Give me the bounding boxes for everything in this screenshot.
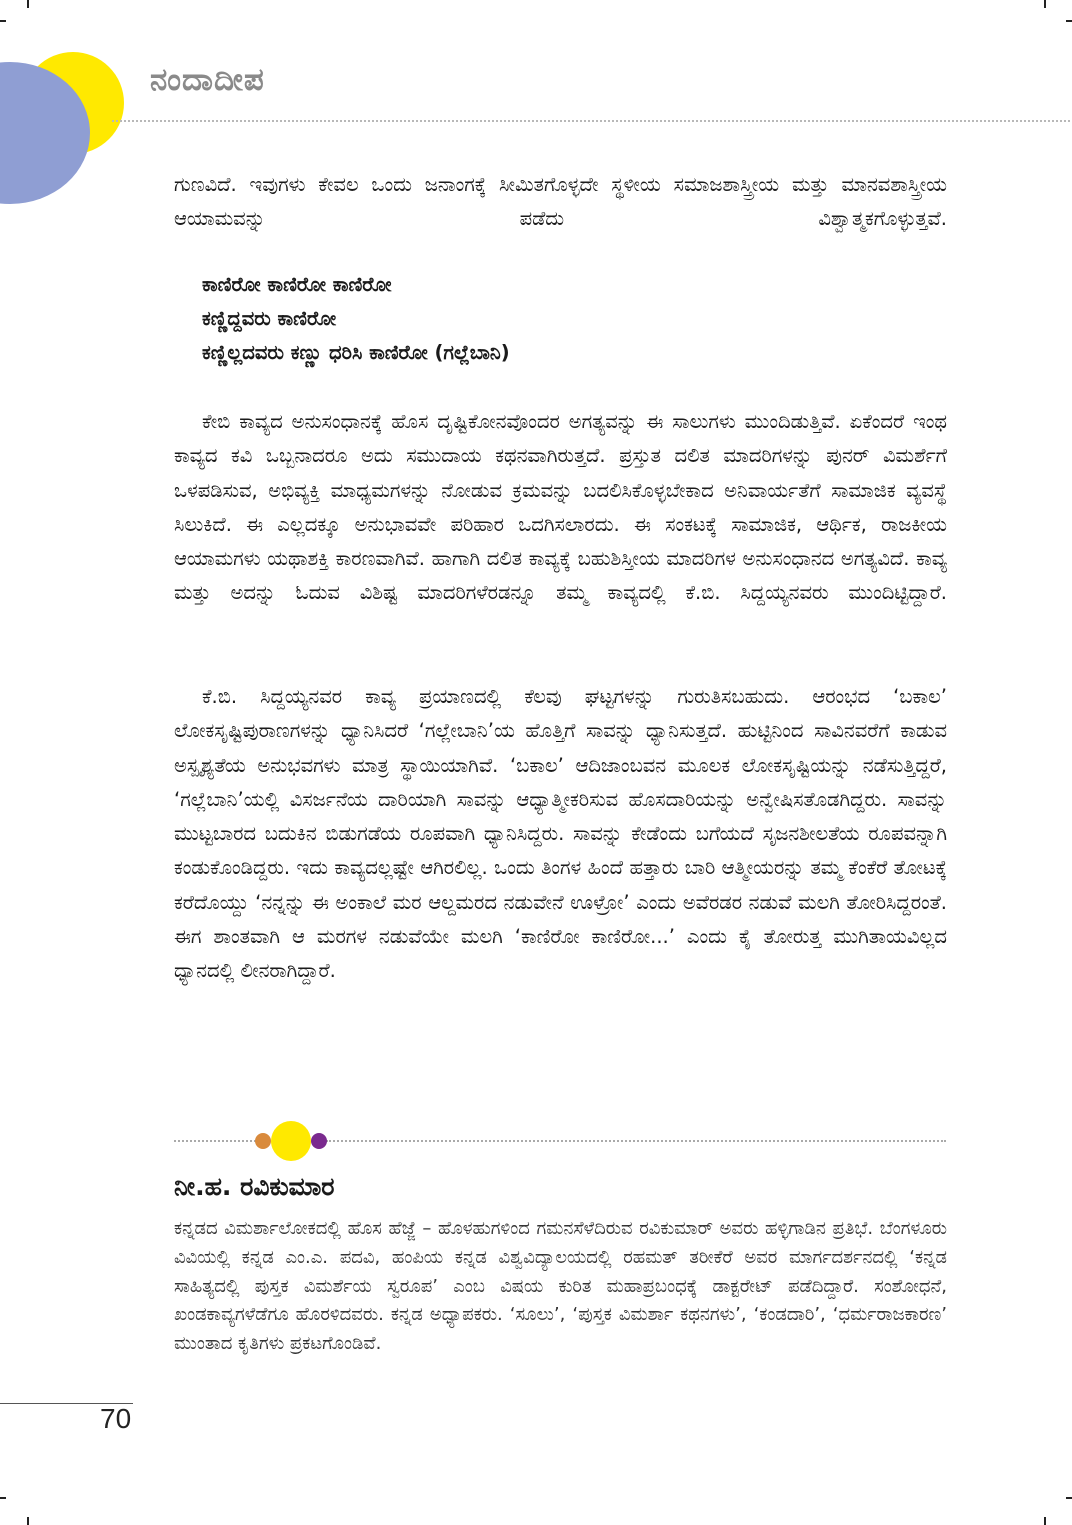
crop-mark xyxy=(1066,1497,1072,1499)
verse-line: ಕಣ್ಣಿದ್ದವರು ಕಾಣಿರೋ xyxy=(202,307,337,330)
separator-dotted-line-left xyxy=(174,1140,256,1142)
crop-mark xyxy=(0,1497,6,1499)
header-dotted-rule xyxy=(112,120,1070,122)
verse-line: ಕಾಣಿರೋ ಕಾಣಿರೋ ಕಾಣಿರೋ xyxy=(202,273,392,296)
running-header-title: ನಂದಾದೀಪ xyxy=(150,62,265,98)
intro-paragraph: ಗುಣವಿದೆ. ಇವುಗಳು ಕೇವಲ ಒಂದು ಜನಾಂಗಕ್ಕೆ ಸೀಮಿತಗೊಳ್ಳದೇ ಸ್ಥಳೀಯ ಸಮಾಜಶಾಸ್ತ್ರೀಯ ಮತ್ತು ಮಾನವಶಾಸ್ತ್ರೀಯ ಆಯಾಮವನ್ನು ಪಡೆದು ವಿಶ್ವಾತ್ಮಕಗೊಳ್ಳುತ್ತವೆ. xyxy=(174,173,947,231)
separator-yellow-dot xyxy=(271,1121,311,1161)
crop-mark xyxy=(1044,0,1046,8)
separator-purple-dot xyxy=(311,1133,327,1149)
body-paragraph-2: ಕೆ.ಬಿ. ಸಿದ್ದಯ್ಯನವರ ಕಾವ್ಯ ಪ್ರಯಾಣದಲ್ಲಿ ಕೆಲವು ಘಟ್ಟಗಳನ್ನು ಗುರುತಿಸಬಹುದು. ಆರಂಭದ ‘ಬಕಾಲ’ ಲೋಕಸೃಷ್ಟಿಪುರಾಣಗಳನ್ನು ಧ್ಯಾನಿಸಿದರೆ ‘ಗಲ್ಲೇಬಾನಿ’ಯ ಹೊತ್ತಿಗೆ ಸಾವನ್ನು ಧ್ಯಾನಿಸುತ್ತದೆ. ಹುಟ್ಟಿನಿಂದ ಸಾವಿನವರೆಗೆ ಕಾಡುವ ಅಸ್ಪೃಶ್ಯತೆಯ ಅನುಭವಗಳು ಮಾತ್ರ ಸ್ಥಾಯಿಯಾಗಿವೆ. ‘ಬಕಾಲ’ ಆದಿಜಾಂಬವನ ಮೂಲಕ ಲೋಕಸೃಷ್ಟಿಯನ್ನು ನಡೆಸುತ್ತಿದ್ದರೆ, ‘ಗಲ್ಲೆಬಾನಿ’ಯಲ್ಲಿ ವಿಸರ್ಜನೆಯ ದಾರಿಯಾಗಿ ಸಾವನ್ನು ಆಧ್ಯಾತ್ಮೀಕರಿಸುವ ಹೊಸದಾರಿಯನ್ನು ಅನ್ವೇಷಿಸತೊಡಗಿದ್ದರು. ಸಾವನ್ನು ಮುಟ್ಟಬಾರದ ಬದುಕಿನ ಬಿಡುಗಡೆಯ ರೂಪವಾಗಿ ಧ್ಯಾನಿಸಿದ್ದರು. ಸಾವನ್ನು ಕೇಡೆಂದು ಬಗೆಯದೆ ಸೃಜನಶೀಲತೆಯ ರೂಪವನ್ನಾಗಿ ಕಂಡುಕೊಂಡಿದ್ದರು. ಇದು ಕಾವ್ಯದಲ್ಲಷ್ಟೇ ಆಗಿರಲಿಲ್ಲ. ಒಂದು ತಿಂಗಳ ಹಿಂದೆ ಹತ್ತಾರು ಬಾರಿ ಆತ್ಮೀಯರನ್ನು ತಮ್ಮ ಕೆಂಕೆರೆ ತೋಟಕ್ಕೆ ಕರೆದೊಯ್ದು ‘ನನ್ನನ್ನು ಈ ಅಂಕಾಲೆ ಮರ ಆಲ್ದಮರದ ನಡುವೇನೆ ಊಳ್ರೋ’ ಎಂದು ಅವೆರಡರ ನಡುವೆ ಮಲಗಿ ತೋರಿಸಿದ್ದರಂತೆ. ಈಗ ಶಾಂತವಾಗಿ ಆ ಮರಗಳ ನಡುವೆಯೇ ಮಲಗಿ ‘ಕಾಣಿರೋ ಕಾಣಿರೋ...’ ಎಂದು ಕೈ ತೋರುತ್ತ ಮುಗಿತಾಯವಿಲ್ಲದ ಧ್ಯಾನದಲ್ಲಿ ಲೀನರಾಗಿದ್ದಾರೆ. xyxy=(174,685,947,983)
author-bio: ಕನ್ನಡದ ವಿಮರ್ಶಾಲೋಕದಲ್ಲಿ ಹೊಸ ಹೆಜ್ಜೆ – ಹೊಳಹುಗಳಿಂದ ಗಮನಸೆಳೆದಿರುವ ರವಿಕುಮಾರ್ ಅವರು ಹಳ್ಳಿಗಾಡಿನ ಪ್ರತಿಭೆ. ಬೆಂಗಳೂರು ವಿವಿಯಲ್ಲಿ ಕನ್ನಡ ಎಂ.ಎ. ಪದವಿ, ಹಂಪಿಯ ಕನ್ನಡ ವಿಶ್ವವಿದ್ಯಾಲಯದಲ್ಲಿ ರಹಮತ್ ತರೀಕೆರೆ ಅವರ ಮಾರ್ಗದರ್ಶನದಲ್ಲಿ ‘ಕನ್ನಡ ಸಾಹಿತ್ಯದಲ್ಲಿ ಪುಸ್ತಕ ವಿಮರ್ಶೆಯ ಸ್ವರೂಪ’ ಎಂಬ ವಿಷಯ ಕುರಿತ ಮಹಾಪ್ರಬಂಧಕ್ಕೆ ಡಾಕ್ಟರೇಟ್ ಪಡೆದಿದ್ದಾರೆ. ಸಂಶೋಧನೆ, ಖಂಡಕಾವ್ಯಗಳೆಡೆಗೂ ಹೊರಳಿದವರು. ಕನ್ನಡ ಅಧ್ಯಾಪಕರು. ‘ಸೂಲು’, ‘ಪುಸ್ತಕ ವಿಮರ್ಶಾ ಕಥನಗಳು’, ‘ಕಂಡದಾರಿ’, ‘ಧರ್ಮರಾಜಕಾರಣ’ ಮುಂತಾದ ಕೃತಿಗಳು ಪ್ರಕಟಗೊಂಡಿವೆ. xyxy=(174,1218,947,1355)
crop-mark xyxy=(1044,1517,1046,1525)
verse-line: ಕಣ್ಣಿಲ್ಲದವರು ಕಣ್ಣು ಧರಿಸಿ ಕಾಣಿರೋ (ಗಲ್ಲೆಬಾನಿ) xyxy=(202,341,510,364)
verse-block xyxy=(202,268,510,370)
crop-mark xyxy=(1066,20,1072,22)
author-name: ನೀ.ಹ. ರವಿಕುಮಾರ xyxy=(174,1172,335,1201)
page-number: 70 xyxy=(100,1403,132,1434)
crop-mark xyxy=(27,1517,29,1525)
crop-mark xyxy=(27,0,29,8)
crop-mark xyxy=(0,20,6,22)
separator-dotted-line-right xyxy=(326,1140,946,1142)
body-paragraph-1: ಕೇಬಿ ಕಾವ್ಯದ ಅನುಸಂಧಾನಕ್ಕೆ ಹೊಸ ದೃಷ್ಟಿಕೋನವೊಂದರ ಅಗತ್ಯವನ್ನು ಈ ಸಾಲುಗಳು ಮುಂದಿಡುತ್ತಿವೆ. ಏಕೆಂದರೆ ಇಂಥ ಕಾವ್ಯದ ಕವಿ ಒಬ್ಬನಾದರೂ ಅದು ಸಮುದಾಯ ಕಥನವಾಗಿರುತ್ತದೆ. ಪ್ರಸ್ತುತ ದಲಿತ ಮಾದರಿಗಳನ್ನು ಪುನರ್ ವಿಮರ್ಶೆಗೆ ಒಳಪಡಿಸುವ, ಅಭಿವ್ಯಕ್ತಿ ಮಾಧ್ಯಮಗಳನ್ನು ನೋಡುವ ಕ್ರಮವನ್ನು ಬದಲಿಸಿಕೊಳ್ಳಬೇಕಾದ ಅನಿವಾರ್ಯತೆಗೆ ಸಾಮಾಜಿಕ ವ್ಯವಸ್ಥೆ ಸಿಲುಕಿದೆ. ಈ ಎಲ್ಲದಕ್ಕೂ ಅನುಭಾವವೇ ಪರಿಹಾರ ಒದಗಿಸಲಾರದು. ಈ ಸಂಕಟಕ್ಕೆ ಸಾಮಾಜಿಕ, ಆರ್ಥಿಕ, ರಾಜಕೀಯ ಆಯಾಮಗಳು ಯಥಾಶಕ್ತಿ ಕಾರಣವಾಗಿವೆ. ಹಾಗಾಗಿ ದಲಿತ ಕಾವ್ಯಕ್ಕೆ ಬಹುಶಿಸ್ತೀಯ ಮಾದರಿಗಳ ಅನುಸಂಧಾನದ ಅಗತ್ಯವಿದೆ. ಕಾವ್ಯ ಮತ್ತು ಅದನ್ನು ಓದುವ ವಿಶಿಷ್ಟ ಮಾದರಿಗಳೆರಡನ್ನೂ ತಮ್ಮ ಕಾವ್ಯದಲ್ಲಿ ಕೆ.ಬಿ. ಸಿದ್ದಯ್ಯನವರು ಮುಂದಿಟ್ಟಿದ್ದಾರೆ. xyxy=(174,410,947,605)
separator-orange-dot xyxy=(255,1133,271,1149)
